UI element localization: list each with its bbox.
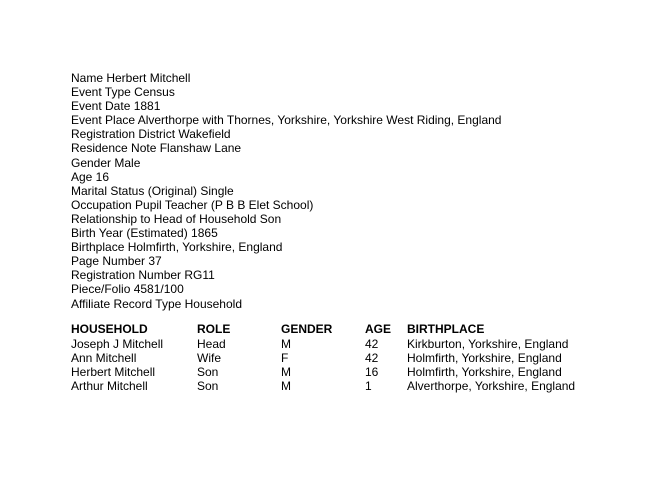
field-event-date: Event Date 1881 bbox=[71, 99, 161, 114]
record-fields bbox=[71, 71, 631, 311]
table-row bbox=[71, 351, 631, 365]
field-birthplace: Birthplace Holmfirth, Yorkshire, England bbox=[71, 240, 283, 255]
header-age: AGE bbox=[365, 321, 392, 336]
member-birthplace: Holmfirth, Yorkshire, England bbox=[407, 350, 562, 365]
member-gender: M bbox=[281, 336, 291, 351]
member-name: Joseph J Mitchell bbox=[71, 336, 164, 351]
member-name: Ann Mitchell bbox=[71, 350, 137, 365]
member-age: 1 bbox=[365, 379, 372, 394]
header-gender: GENDER bbox=[281, 321, 333, 336]
member-age: 42 bbox=[365, 336, 379, 351]
field-relationship: Relationship to Head of Household Son bbox=[71, 211, 282, 226]
member-role: Son bbox=[197, 364, 219, 379]
table-row bbox=[71, 337, 631, 351]
member-birthplace: Kirkburton, Yorkshire, England bbox=[407, 336, 569, 351]
field-registration-district: Registration District Wakefield bbox=[71, 127, 231, 142]
census-record bbox=[71, 71, 631, 393]
member-age: 42 bbox=[365, 350, 379, 365]
member-birthplace: Holmfirth, Yorkshire, England bbox=[407, 364, 562, 379]
field-name: Name Herbert Mitchell bbox=[71, 71, 191, 85]
member-gender: M bbox=[281, 379, 291, 394]
field-age: Age 16 bbox=[71, 169, 110, 184]
household-table bbox=[71, 322, 631, 394]
member-role: Wife bbox=[197, 350, 221, 365]
table-row bbox=[71, 365, 631, 379]
table-row bbox=[71, 379, 631, 393]
member-role: Head bbox=[197, 336, 226, 351]
field-residence-note: Residence Note Flanshaw Lane bbox=[71, 141, 242, 156]
member-birthplace: Alverthorpe, Yorkshire, England bbox=[407, 379, 576, 394]
field-registration-number: Registration Number RG11 bbox=[71, 268, 215, 283]
field-affiliate-record-type: Affiliate Record Type Household bbox=[71, 296, 242, 311]
field-birth-year: Birth Year (Estimated) 1865 bbox=[71, 226, 218, 241]
member-gender: M bbox=[281, 364, 291, 379]
header-household: HOUSEHOLD bbox=[71, 321, 148, 336]
field-event-type: Event Type Census bbox=[71, 85, 175, 100]
member-name: Herbert Mitchell bbox=[71, 364, 156, 379]
member-age: 16 bbox=[365, 364, 379, 379]
header-role: ROLE bbox=[197, 321, 231, 336]
field-page-number: Page Number 37 bbox=[71, 254, 162, 269]
field-gender: Gender Male bbox=[71, 155, 141, 170]
member-name: Arthur Mitchell bbox=[71, 379, 148, 394]
field-marital-status: Marital Status (Original) Single bbox=[71, 183, 234, 198]
field-piece-folio: Piece/Folio 4581/100 bbox=[71, 282, 184, 297]
header-birthplace: BIRTHPLACE bbox=[407, 321, 485, 336]
member-gender: F bbox=[281, 350, 289, 365]
field-occupation: Occupation Pupil Teacher (P B B Elet School) bbox=[71, 197, 314, 212]
household-header-row bbox=[71, 322, 631, 337]
member-role: Son bbox=[197, 379, 219, 394]
field-event-place: Event Place Alverthorpe with Thornes, Yorkshire, Yorkshire West Riding, England bbox=[71, 113, 502, 128]
